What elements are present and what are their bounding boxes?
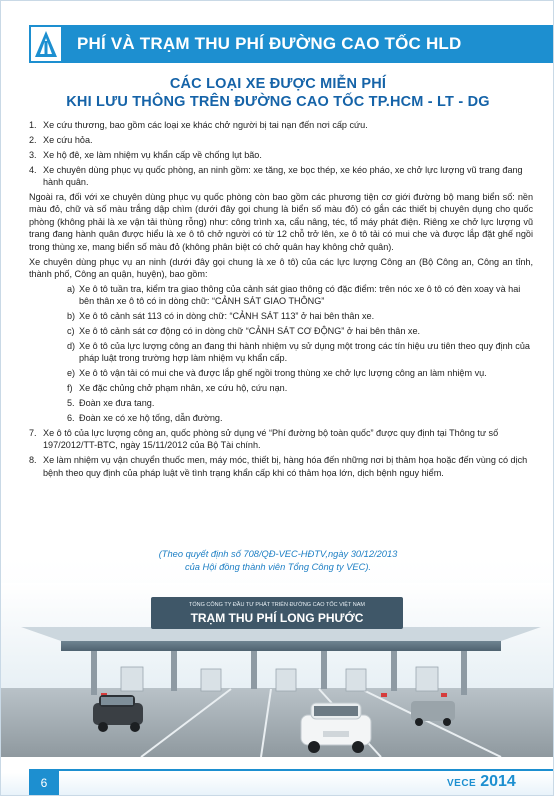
sub-item-marker: 6.: [67, 413, 75, 424]
item-number: 2.: [29, 134, 37, 145]
list-item: [29, 119, 533, 131]
sub-item-text: Xe ô tô tuần tra, kiểm tra giao thông của cảnh sát giao thông có đặc điểm: trên nóc xe ô tô có đèn xoay và hai bên thân xe ô tô có in dòng chữ: “CẢNH SÁT GIAO THÔNG”: [79, 283, 521, 307]
sub-item-text: Xe ô tô cảnh sát 113 có in dòng chữ: “CẢNH SÁT 113” ở hai bên thân xe.: [79, 311, 375, 322]
sub-item-marker: 5.: [67, 398, 75, 409]
sub-item-marker: e): [67, 368, 76, 379]
item-text: Xe ô tô của lực lượng công an, quốc phòng sử dụng vé “Phí đường bộ toàn quốc” được quy định tại Thông tư số 197/2012/TT-BTC, ngày 15/11/2012 của Bộ Tài chính.: [43, 427, 499, 451]
heading-line-2: KHI LƯU THÔNG TRÊN ĐƯỜNG CAO TỐC TP.HCM - LT - DG: [66, 94, 490, 110]
sub-list-item: [67, 325, 533, 337]
toll-company-label: TỔNG CÔNG TY ĐẦU TƯ PHÁT TRIỂN ĐƯỜNG CAO TỐC VIỆT NAM: [189, 602, 365, 608]
sub-item-marker: d): [67, 341, 76, 351]
footer-brand: [447, 773, 516, 791]
list-item: [29, 427, 533, 452]
sub-item-marker: c): [67, 326, 75, 337]
toll-station-name: TRẠM THU PHÍ LONG PHƯỚC: [190, 611, 364, 625]
header-band: [29, 25, 554, 63]
sub-list-item: [67, 367, 533, 379]
sub-list-item: [67, 382, 533, 394]
sub-item-text: Xe đặc chủng chở phạm nhân, xe cứu hộ, cứu nạn.: [79, 383, 288, 394]
item-text: Xe hộ đê, xe làm nhiệm vụ khẩn cấp về chống lụt bão.: [43, 149, 262, 160]
item-number: 4.: [29, 164, 37, 175]
car-right: [301, 703, 371, 753]
footer-divider: [29, 769, 554, 771]
sub-item-text: Đoàn xe có xe hộ tống, dẫn đường.: [79, 413, 223, 424]
section-heading: [1, 75, 554, 111]
list-item: [29, 164, 533, 189]
item-text: Xe làm nhiệm vụ vận chuyển thuốc men, máy móc, thiết bị, hàng hóa đến những nơi bị thảm họa hoặc đến vùng có dịch bệnh theo quy định của pháp luật về tình trạng khẩn cấp khi có thảm họa lớn, dịch bệnh nguy hiểm.: [43, 455, 528, 478]
source-note-line-2: của Hội đồng thành viên Tổng Công ty VEC).: [184, 562, 372, 572]
header-title: PHÍ VÀ TRẠM THU PHÍ ĐƯỜNG CAO TỐC HLD: [77, 34, 462, 53]
sub-item-text: Xe ô tô cảnh sát cơ động có in dòng chữ “CẢNH SÁT CƠ ĐỘNG” ở hai bên thân xe.: [79, 326, 421, 337]
item-text: Xe cứu thương, bao gồm các loại xe khác chở người bị tai nạn đến nơi cấp cứu.: [43, 120, 368, 130]
sub-item-marker: b): [67, 311, 76, 322]
toll-station-illustration: [1, 583, 554, 757]
sub-item-marker: a): [67, 283, 76, 294]
list-item: [29, 134, 533, 146]
list-item: [29, 149, 533, 161]
source-note: [1, 548, 554, 574]
sub-list-item: [67, 283, 533, 308]
paragraph-defense: Ngoài ra, đối với xe chuyên dùng phục vụ quốc phòng còn bao gồm các phương tiện cơ giới đường bộ mang biển số: nền màu đỏ, chữ và số màu trắng dập chìm (dưới đây gọi chung là biển số màu đỏ) có gắn các thiết bị chuyên dụng cho quốc phòng (không phải là xe vận tải thùng rỗng) như: công trình xa, cẩu nâng, téc, tổ máy phát điện. Riêng xe chở lực lượng vũ trang đang hành quân được hiểu là xe ô tô chở người có từ 12 chỗ trở lên, xe ô tô tải có mui che và được lắp đặt ghế ngồi trong thùng xe, mang biển số màu đỏ (không phân biệt có chở quân hay không chở quân).: [29, 192, 533, 252]
sub-item-marker: f): [67, 383, 73, 394]
toll-station-photo: [1, 583, 554, 757]
sub-item-text: Xe ô tô vận tải có mui che và được lắp ghế ngồi trong thùng xe chở lực lượng công an làm nhiệm vụ.: [79, 368, 487, 379]
sub-item-text: Xe ô tô của lực lượng công an đang thi hành nhiệm vụ sử dụng một trong các tín hiệu ưu tiên theo quy định của pháp luật trong trường hợp làm nhiệm vụ khẩn cấp.: [79, 341, 530, 364]
vec-logo-icon: [29, 25, 63, 63]
item-number: 3.: [29, 149, 37, 160]
item-text: Xe chuyên dùng phục vụ quốc phòng, an ninh gồm: xe tăng, xe bọc thép, xe kéo pháo, xe chở lực lượng vũ trang đang hành quân.: [43, 164, 523, 188]
item-number: 1.: [29, 120, 37, 130]
sub-list-item: [67, 397, 533, 409]
source-note-line-1: (Theo quyết định số 708/QĐ-VEC-HĐTV,ngày 30/12/2013: [158, 549, 398, 559]
brand-name: VECE: [447, 778, 477, 789]
sub-list-item: [67, 310, 533, 322]
list-item: [29, 454, 533, 479]
page-number: 6: [29, 771, 59, 795]
paragraph-security: Xe chuyên dùng phục vụ an ninh (dưới đây gọi chung là xe ô tô) của các lực lượng Công an (Bộ Công an, Công an tỉnh, thành phố, Công an quận, huyện), bao gồm:: [29, 256, 533, 279]
sub-list-item: [67, 412, 533, 424]
content-body: [29, 119, 533, 482]
sub-item-text: Đoàn xe đưa tang.: [79, 398, 155, 409]
item-text: Xe cứu hỏa.: [43, 134, 93, 145]
item-number: 8.: [29, 455, 37, 466]
heading-line-1: CÁC LOẠI XE ĐƯỢC MIỄN PHÍ: [169, 76, 387, 92]
sub-list-item: [67, 340, 533, 365]
item-number: 7.: [29, 427, 37, 438]
brand-year: 2014: [480, 773, 516, 790]
